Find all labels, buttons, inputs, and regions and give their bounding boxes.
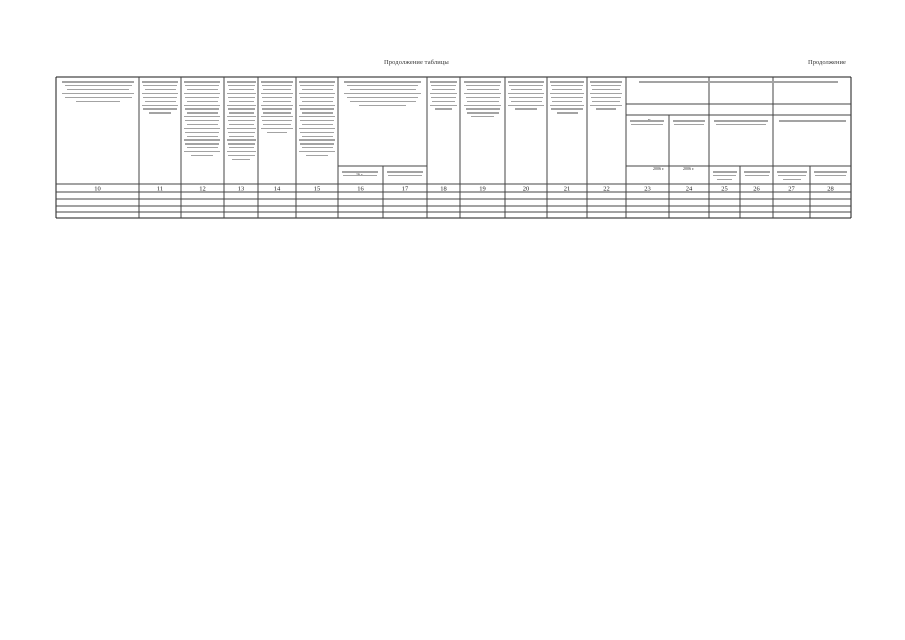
text-line [779, 120, 846, 121]
illegible-header-text [182, 80, 222, 158]
text-line [777, 171, 807, 172]
illegible-header-text [297, 80, 337, 158]
illegible-header-text [711, 170, 738, 182]
text-line [551, 97, 583, 98]
text-line [430, 105, 457, 106]
column-number-22: 22 [603, 185, 610, 193]
text-line [187, 112, 218, 113]
column-number-15: 15 [313, 185, 321, 193]
text-line [300, 120, 334, 121]
text-line [467, 112, 499, 113]
column-number-16: 16 [357, 185, 364, 193]
illegible-header-text [428, 80, 458, 111]
text-line [466, 85, 500, 86]
text-line [262, 120, 292, 121]
text-line [744, 171, 770, 172]
text-line [187, 89, 218, 90]
text-line [814, 171, 847, 172]
text-line [550, 93, 584, 94]
text-line [467, 89, 499, 90]
text-line [261, 116, 293, 117]
text-line [467, 101, 499, 102]
text-line [142, 105, 178, 106]
text-line [550, 105, 584, 106]
illegible-header-text [775, 119, 849, 123]
text-line [359, 105, 406, 106]
text-line [227, 139, 256, 140]
header-label-year-col24: 2006 г. [683, 166, 695, 171]
column-number-row [94, 186, 834, 193]
text-line [229, 136, 254, 137]
text-line [227, 93, 256, 94]
text-line [552, 101, 582, 102]
text-line [300, 97, 334, 98]
column-number-12: 12 [199, 185, 206, 193]
text-line [508, 105, 544, 106]
text-line [464, 105, 501, 106]
text-line [262, 108, 292, 109]
text-line [778, 175, 806, 176]
text-line [262, 85, 292, 86]
text-line [299, 139, 335, 140]
text-line [464, 81, 501, 82]
text-line [431, 85, 456, 86]
text-line [745, 175, 769, 176]
text-line [717, 179, 732, 180]
text-line [299, 128, 335, 129]
text-line [191, 155, 213, 156]
illegible-header-text [259, 80, 295, 134]
column-number-13: 13 [237, 185, 245, 193]
text-line [227, 116, 256, 117]
illegible-header-text [58, 80, 138, 103]
column-number-23: 23 [644, 185, 651, 193]
text-line [590, 81, 622, 82]
text-line [65, 97, 132, 98]
text-line [299, 116, 335, 117]
text-line [783, 179, 801, 180]
text-line [261, 93, 293, 94]
text-line [508, 81, 544, 82]
text-line [673, 120, 705, 121]
text-line [343, 175, 377, 176]
text-line [184, 139, 220, 140]
text-line [228, 97, 255, 98]
text-line [185, 85, 219, 86]
column-number-28: 28 [827, 185, 834, 193]
text-line [388, 175, 422, 176]
text-line [263, 124, 291, 125]
text-line [511, 101, 542, 102]
text-line [67, 89, 129, 90]
text-line [302, 136, 333, 137]
illegible-header-text [812, 170, 849, 178]
text-line [815, 175, 846, 176]
illegible-header-text [628, 80, 849, 84]
text-line [261, 81, 293, 82]
text-line [302, 147, 333, 148]
illegible-header-text [140, 80, 180, 115]
text-line [263, 89, 291, 90]
text-line [229, 124, 254, 125]
text-line [184, 81, 220, 82]
text-line [227, 105, 256, 106]
text-line [145, 101, 176, 102]
text-line [596, 108, 616, 109]
text-line [227, 128, 256, 129]
illegible-header-text [340, 80, 425, 107]
text-line [299, 105, 335, 106]
text-line [228, 85, 255, 86]
text-line [674, 124, 704, 125]
text-line [302, 89, 333, 90]
text-line [261, 128, 293, 129]
illegible-header-text [588, 80, 624, 111]
illegible-header-text [340, 170, 380, 178]
illegible-header-text [671, 119, 707, 127]
text-line [631, 124, 663, 125]
text-line [262, 97, 292, 98]
text-line [65, 85, 132, 86]
text-line [592, 89, 620, 90]
text-line [261, 105, 293, 106]
text-line [590, 93, 622, 94]
text-line [232, 159, 250, 160]
text-line [509, 97, 543, 98]
illegible-header-text [711, 119, 771, 127]
text-line [185, 132, 219, 133]
text-line [229, 112, 254, 113]
text-line [227, 81, 256, 82]
text-line [263, 101, 291, 102]
text-line [591, 85, 621, 86]
text-line [143, 97, 177, 98]
text-line [557, 112, 578, 113]
text-line [432, 101, 455, 102]
text-line [263, 112, 291, 113]
text-line [509, 85, 543, 86]
text-line [299, 81, 335, 82]
page-heading: Продолжение таблицы [384, 59, 449, 66]
page-continuation-mark: Продолжение [808, 59, 846, 66]
text-line [592, 101, 620, 102]
text-line [184, 93, 220, 94]
column-number-21: 21 [563, 185, 571, 193]
illegible-header-text [462, 80, 503, 119]
text-line [347, 85, 418, 86]
text-line [62, 93, 134, 94]
text-line [185, 120, 219, 121]
text-line [142, 93, 178, 94]
text-line [76, 101, 120, 102]
text-line [716, 124, 766, 125]
text-line [184, 128, 220, 129]
column-number-11: 11 [156, 185, 164, 193]
text-line [185, 97, 219, 98]
column-number-10: 10 [94, 185, 101, 193]
illegible-header-text [775, 170, 808, 182]
text-line [430, 93, 457, 94]
text-line [142, 81, 178, 82]
column-number-25: 25 [721, 185, 728, 193]
text-line [630, 120, 664, 121]
text-line [300, 143, 334, 144]
text-line [302, 124, 333, 125]
column-number-14: 14 [273, 185, 281, 193]
column-number-17: 17 [401, 185, 409, 193]
text-line [435, 108, 452, 109]
text-line [187, 124, 218, 125]
text-line [185, 143, 219, 144]
text-line [187, 136, 218, 137]
illegible-header-text [742, 170, 771, 178]
text-line [431, 97, 456, 98]
illegible-header-text [628, 119, 666, 127]
text-line [187, 147, 218, 148]
text-line [229, 101, 254, 102]
text-line [143, 85, 177, 86]
text-line [508, 93, 544, 94]
text-line [430, 81, 457, 82]
text-line [466, 97, 500, 98]
text-line [550, 81, 584, 82]
text-line [471, 116, 494, 117]
text-line [387, 171, 423, 172]
text-line [511, 89, 542, 90]
text-line [229, 147, 254, 148]
text-line [713, 171, 737, 172]
text-line [591, 97, 621, 98]
text-line [228, 120, 255, 121]
column-number-20: 20 [522, 185, 530, 193]
text-line [515, 108, 537, 109]
text-line [464, 93, 501, 94]
text-line [342, 171, 378, 172]
text-line [185, 108, 219, 109]
text-line [187, 101, 218, 102]
text-line [713, 175, 736, 176]
text-line [306, 155, 328, 156]
text-line [149, 112, 171, 113]
text-line [227, 151, 256, 152]
text-line [302, 112, 333, 113]
illegible-header-text [225, 80, 257, 161]
text-line [184, 151, 220, 152]
header-label-year-col23: 2006 г. [653, 166, 665, 171]
text-line [552, 89, 582, 90]
text-line [62, 81, 134, 82]
text-line [551, 85, 583, 86]
illegible-header-text [385, 170, 425, 178]
text-line [300, 132, 334, 133]
text-line [639, 81, 838, 82]
text-line [350, 89, 416, 90]
text-line [228, 143, 255, 144]
text-line [466, 108, 500, 109]
text-line [344, 93, 421, 94]
text-line [350, 101, 416, 102]
text-line [300, 108, 334, 109]
text-line [590, 105, 622, 106]
text-line [228, 132, 255, 133]
column-number-27: 27 [788, 185, 795, 193]
text-line [229, 89, 254, 90]
column-number-24: 24 [685, 185, 693, 193]
text-line [300, 85, 334, 86]
illegible-header-text [548, 80, 586, 115]
column-number-18: 18 [440, 185, 447, 193]
column-number-26: 26 [753, 185, 760, 193]
text-line [551, 108, 583, 109]
text-line [145, 89, 176, 90]
text-line [347, 97, 418, 98]
text-line [228, 155, 255, 156]
column-number-19: 19 [479, 185, 486, 193]
text-line [228, 108, 255, 109]
text-line [299, 93, 335, 94]
text-line [299, 151, 335, 152]
text-line [302, 101, 333, 102]
text-line [143, 108, 177, 109]
text-line [184, 105, 220, 106]
text-line [344, 81, 421, 82]
text-line [184, 116, 220, 117]
text-line [267, 132, 287, 133]
illegible-header-text [506, 80, 546, 111]
text-line [432, 89, 455, 90]
text-line [714, 120, 768, 121]
